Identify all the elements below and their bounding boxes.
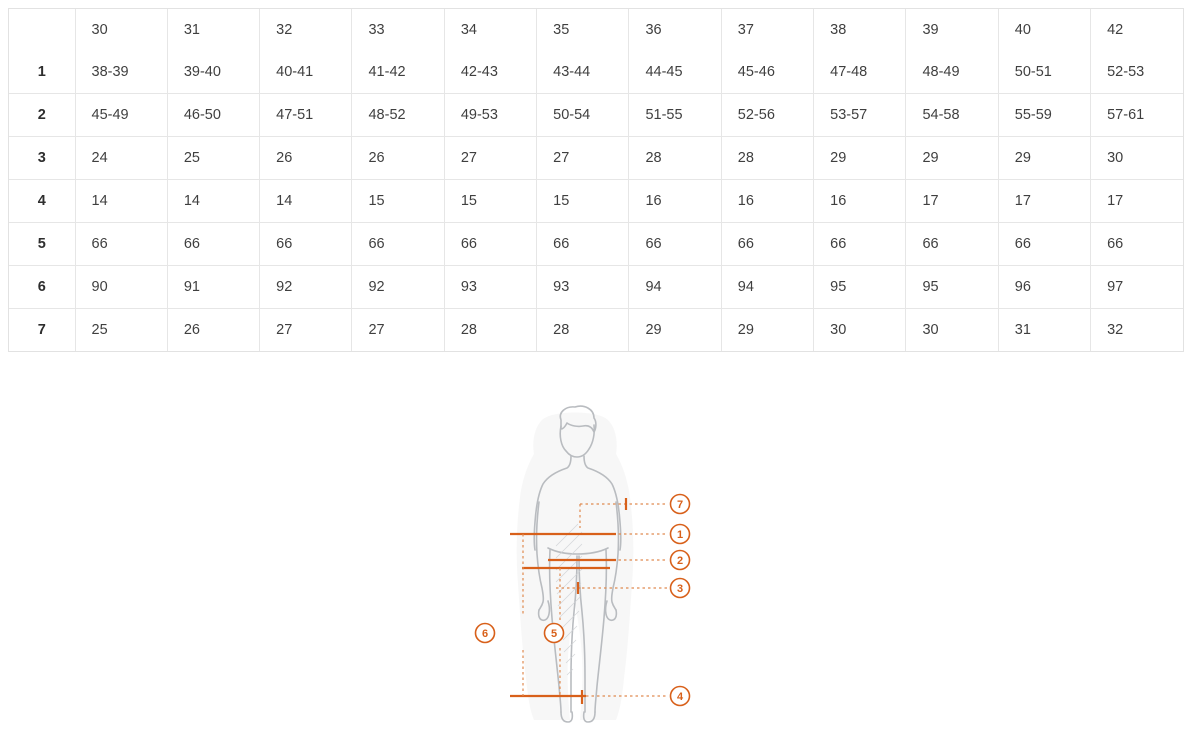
callout-badge-label: 6 (481, 628, 489, 640)
table-row (9, 266, 1183, 309)
table-cell: 14 (260, 180, 352, 223)
table-cell: 29 (998, 137, 1090, 180)
table-cell: 55-59 (998, 94, 1090, 137)
row-header: 1 (9, 51, 75, 94)
table-cell: 28 (537, 309, 629, 352)
table-header-row (9, 9, 1183, 51)
table-cell: 66 (260, 223, 352, 266)
table-cell: 31 (998, 309, 1090, 352)
table-cell: 45-46 (721, 51, 813, 94)
measurement-diagram (430, 398, 770, 738)
table-cell: 92 (260, 266, 352, 309)
column-header: 36 (629, 9, 721, 51)
table-cell: 66 (444, 223, 536, 266)
table-cell: 66 (352, 223, 444, 266)
table-row (9, 223, 1183, 266)
table-cell: 50-54 (537, 94, 629, 137)
table-cell: 39-40 (167, 51, 259, 94)
table-cell: 26 (167, 309, 259, 352)
table-cell: 25 (167, 137, 259, 180)
table-cell: 26 (260, 137, 352, 180)
table-cell: 66 (906, 223, 998, 266)
table-corner-cell (9, 9, 75, 51)
row-header: 4 (9, 180, 75, 223)
table-cell: 32 (1107, 322, 1124, 338)
size-table (9, 9, 1183, 351)
table-cell: 25 (75, 309, 167, 352)
table-cell: 47-48 (814, 51, 906, 94)
callout-badge-label: 1 (676, 529, 684, 541)
table-row (9, 94, 1183, 137)
column-header: 35 (537, 9, 629, 51)
column-header: 37 (721, 9, 813, 51)
column-header: 39 (906, 9, 998, 51)
table-cell: 29 (721, 309, 813, 352)
table-cell: 24 (75, 137, 167, 180)
table-cell: 26 (352, 137, 444, 180)
table-cell: 52-53 (1091, 51, 1183, 94)
column-header: 40 (998, 9, 1090, 51)
table-cell: 90 (75, 266, 167, 309)
table-cell: 17 (906, 180, 998, 223)
column-header: 32 (260, 9, 352, 51)
table-cell: 28 (444, 309, 536, 352)
table-cell: 54-58 (906, 94, 998, 137)
table-cell: 27 (444, 137, 536, 180)
table-cell: 66 (75, 223, 167, 266)
table-cell: 40-41 (260, 51, 352, 94)
body-halo (517, 413, 634, 721)
table-cell: 48-52 (352, 94, 444, 137)
size-table-header (9, 9, 1183, 51)
column-header: 42 (1107, 22, 1124, 38)
table-cell: 94 (629, 266, 721, 309)
row-header: 2 (9, 94, 75, 137)
callout-badge-5 (545, 624, 564, 643)
table-cell: 66 (167, 223, 259, 266)
table-cell: 66 (629, 223, 721, 266)
table-cell: 17 (1091, 180, 1183, 223)
table-cell: 14 (167, 180, 259, 223)
table-cell: 15 (444, 180, 536, 223)
table-cell: 47-51 (260, 94, 352, 137)
table-cell: 45-49 (75, 94, 167, 137)
table-cell: 93 (444, 266, 536, 309)
table-cell: 95 (906, 266, 998, 309)
table-cell: 30 (1091, 137, 1183, 180)
row-header: 7 (9, 309, 75, 352)
table-cell: 44-45 (629, 51, 721, 94)
table-cell: 38-39 (75, 51, 167, 94)
callout-badge-6 (476, 624, 495, 643)
table-cell: 16 (629, 180, 721, 223)
callout-badge-label: 7 (676, 499, 684, 511)
callout-badge-4 (671, 687, 690, 706)
table-row (9, 137, 1183, 180)
table-cell: 57-61 (1091, 94, 1183, 137)
table-cell: 43-44 (537, 51, 629, 94)
callout-badge-label: 3 (676, 583, 684, 595)
row-header: 6 (9, 266, 75, 309)
callout-badge-2 (671, 551, 690, 570)
column-header: 38 (814, 9, 906, 51)
row-header: 5 (9, 223, 75, 266)
table-cell: 52-56 (721, 94, 813, 137)
callout-badge-1 (671, 525, 690, 544)
table-cell: 94 (721, 266, 813, 309)
table-cell: 14 (75, 180, 167, 223)
table-cell: 16 (814, 180, 906, 223)
table-cell: 49-53 (444, 94, 536, 137)
callout-badge-7 (671, 495, 690, 514)
table-cell: 48-49 (906, 51, 998, 94)
table-cell: 16 (721, 180, 813, 223)
table-cell: 30 (814, 309, 906, 352)
table-cell: 92 (352, 266, 444, 309)
column-header: 34 (444, 9, 536, 51)
table-cell: 29 (629, 309, 721, 352)
table-row (9, 309, 1183, 352)
table-cell: 29 (906, 137, 998, 180)
table-cell: 15 (352, 180, 444, 223)
table-cell: 66 (998, 223, 1090, 266)
callout-badge-3 (671, 579, 690, 598)
table-cell: 53-57 (814, 94, 906, 137)
column-header: 30 (75, 9, 167, 51)
table-cell: 28 (721, 137, 813, 180)
table-row (9, 180, 1183, 223)
table-cell: 50-51 (998, 51, 1090, 94)
table-cell: 91 (167, 266, 259, 309)
row-header: 3 (9, 137, 75, 180)
column-header: 33 (352, 9, 444, 51)
table-cell: 51-55 (629, 94, 721, 137)
table-cell: 66 (814, 223, 906, 266)
table-cell: 27 (352, 309, 444, 352)
table-cell: 93 (537, 266, 629, 309)
table-cell: 15 (537, 180, 629, 223)
table-cell: 29 (814, 137, 906, 180)
table-cell: 46-50 (167, 94, 259, 137)
callout-badge-label: 2 (676, 555, 684, 567)
table-row (9, 51, 1183, 94)
table-cell: 96 (998, 266, 1090, 309)
table-cell: 28 (629, 137, 721, 180)
callout-badge-label: 4 (676, 691, 684, 703)
table-cell: 97 (1091, 266, 1183, 309)
table-cell: 41-42 (352, 51, 444, 94)
table-cell: 17 (998, 180, 1090, 223)
column-header: 31 (167, 9, 259, 51)
size-table-body (9, 51, 1183, 351)
table-cell: 27 (537, 137, 629, 180)
table-cell: 42-43 (444, 51, 536, 94)
size-table-container (8, 8, 1184, 352)
table-cell: 66 (721, 223, 813, 266)
table-cell: 95 (814, 266, 906, 309)
callout-badge-label: 5 (550, 628, 558, 640)
table-cell: 27 (260, 309, 352, 352)
table-cell: 66 (1091, 223, 1183, 266)
table-cell: 66 (537, 223, 629, 266)
table-cell: 30 (906, 309, 998, 352)
